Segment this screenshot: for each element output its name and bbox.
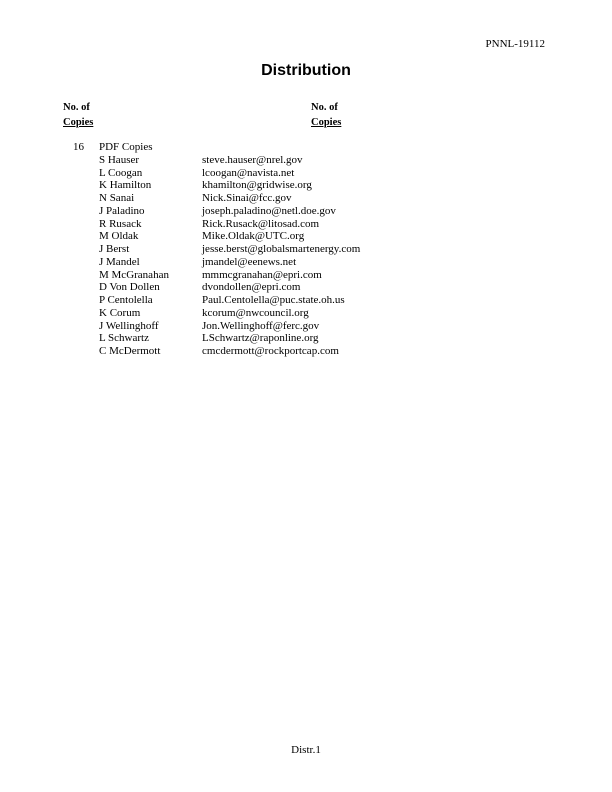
recipient-name: D Von Dollen <box>99 281 160 294</box>
recipient-list <box>99 141 360 358</box>
list-item <box>99 154 360 167</box>
list-item <box>99 167 360 180</box>
recipient-name: J Mandel <box>99 255 140 268</box>
recipient-name: M Oldak <box>99 230 139 243</box>
recipient-email: jesse.berst@globalsmartenergy.com <box>202 243 361 255</box>
recipient-email: Nick.Sinai@fcc.gov <box>202 192 292 204</box>
list-item <box>99 256 360 269</box>
recipient-name: J Berst <box>99 243 130 255</box>
recipient-name: R Rusack <box>99 217 142 230</box>
list-item <box>99 294 360 307</box>
recipient-email: Paul.Centolella@puc.state.oh.us <box>202 294 345 306</box>
column-header-left-line2: Copies <box>63 117 94 128</box>
page-title: Distribution <box>261 62 351 79</box>
recipient-name: J Paladino <box>99 204 145 217</box>
recipient-email: Jon.Wellinghoff@ferc.gov <box>202 319 320 332</box>
recipient-email: jmandel@eenews.net <box>202 255 297 268</box>
recipient-email: kcorum@nwcouncil.org <box>202 306 309 319</box>
recipient-email: joseph.paladino@netl.doe.gov <box>202 204 336 217</box>
recipient-name: L Schwartz <box>99 332 149 345</box>
recipient-name: M McGranahan <box>99 268 169 281</box>
recipient-email: Mike.Oldak@UTC.org <box>202 230 305 243</box>
list-item <box>99 307 360 320</box>
list-item <box>99 269 360 282</box>
column-header-right-line2: Copies <box>311 117 342 128</box>
list-item <box>99 345 360 358</box>
recipient-email: Rick.Rusack@litosad.com <box>202 217 320 230</box>
recipient-email: mmmcgranahan@epri.com <box>202 268 322 281</box>
list-item <box>99 320 360 333</box>
list-item <box>99 192 360 205</box>
list-item <box>99 218 360 231</box>
group-label: PDF Copies <box>99 141 153 153</box>
page-footer: Distr.1 <box>291 744 321 756</box>
recipient-email: steve.hauser@nrel.gov <box>202 153 303 166</box>
list-item <box>99 205 360 218</box>
recipient-name: S Hauser <box>99 153 140 166</box>
list-item <box>99 243 360 256</box>
recipient-name: L Coogan <box>99 166 143 179</box>
list-item <box>99 230 360 243</box>
recipient-email: cmcdermott@rockportcap.com <box>202 345 339 357</box>
column-header-right-line1: No. of <box>311 102 338 113</box>
list-item <box>99 179 360 192</box>
column-header-right <box>311 100 341 130</box>
recipient-email: dvondollen@epri.com <box>202 281 301 294</box>
recipient-name: P Centolella <box>99 294 153 306</box>
report-number: PNNL-19112 <box>485 38 545 50</box>
column-header-left-line1: No. of <box>63 102 90 113</box>
copies-count: 16 <box>73 141 84 153</box>
recipient-name: N Sanai <box>99 192 135 204</box>
recipient-name: C McDermott <box>99 345 161 357</box>
recipient-name: K Hamilton <box>99 179 152 192</box>
recipient-email: lcoogan@navista.net <box>202 166 295 179</box>
column-header-left <box>63 100 93 130</box>
recipient-name: K Corum <box>99 306 141 319</box>
recipient-email: LSchwartz@raponline.org <box>202 332 319 345</box>
list-item <box>99 281 360 294</box>
recipient-email: khamilton@gridwise.org <box>202 179 312 192</box>
list-item <box>99 332 360 345</box>
recipient-name: J Wellinghoff <box>99 319 159 332</box>
